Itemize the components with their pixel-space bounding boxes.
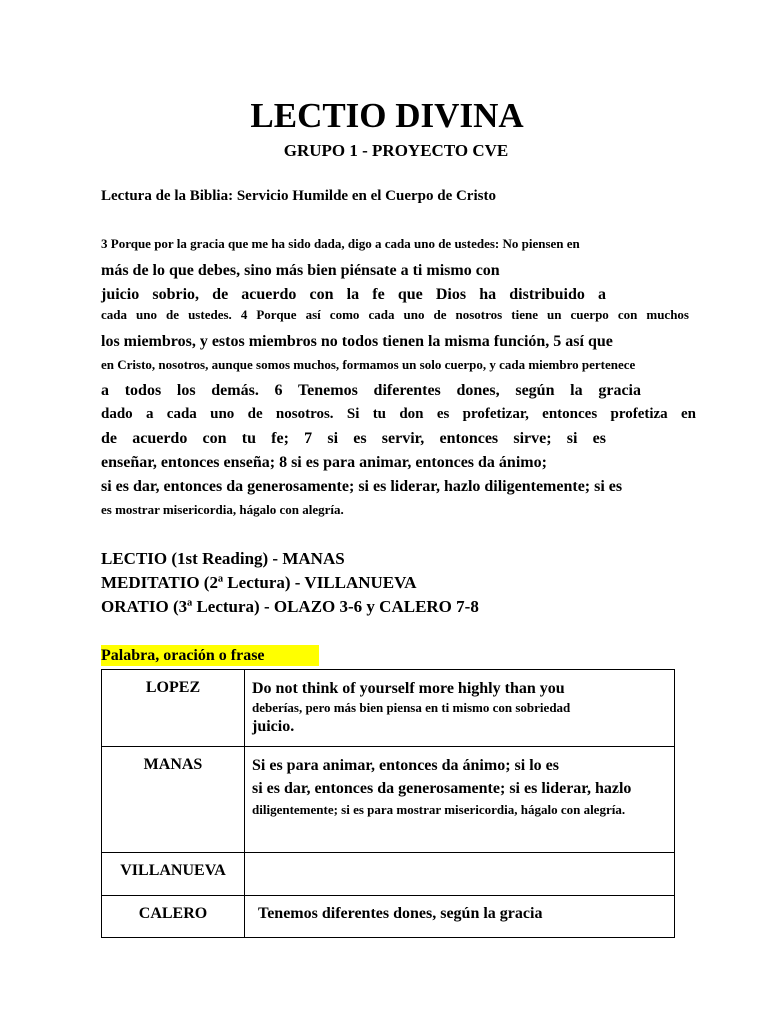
responses-table bbox=[101, 669, 675, 938]
row-text-cell bbox=[245, 896, 675, 938]
reading-line: es mostrar misericordia, hágalo con alegría. bbox=[101, 502, 344, 517]
reading-title: Lectura de la Biblia: Servicio Humilde en el Cuerpo de Cristo bbox=[101, 188, 496, 204]
row-name-cell: CALERO bbox=[102, 896, 245, 938]
table-row bbox=[102, 896, 675, 938]
reading-line: si es dar, entonces da generosamente; si es liderar, hazlo diligentemente; si es bbox=[101, 478, 623, 495]
cell-line: deberías, pero más bien piensa en ti mismo con sobriedad bbox=[252, 700, 571, 715]
table-row bbox=[102, 747, 675, 853]
cell-line: Do not think of yourself more highly than you bbox=[252, 680, 565, 697]
row-name-cell: LOPEZ bbox=[102, 670, 245, 747]
table-row bbox=[102, 670, 675, 747]
document-title: LECTIO DIVINA bbox=[250, 96, 524, 135]
row-text-cell bbox=[245, 670, 675, 747]
cell-line: diligentemente; si es para mostrar misericordia, hágalo con alegría. bbox=[252, 802, 626, 817]
reading-line: dado a cada uno de nosotros. Si tu don es profetizar, entonces profetiza en bbox=[101, 406, 696, 422]
row-name-cell: MANAS bbox=[102, 747, 245, 853]
row-text-cell bbox=[245, 747, 675, 853]
reading-line: a todos los demás. 6 Tenemos diferentes dones, según la gracia bbox=[101, 382, 641, 399]
assignment-meditatio: MEDITATIO (2ª Lectura) - VILLANUEVA bbox=[101, 573, 417, 592]
reading-line: 3 Porque por la gracia que me ha sido dada, digo a cada uno de ustedes: No piensen en bbox=[101, 236, 580, 251]
reading-line: los miembros, y estos miembros no todos tienen la misma función, 5 así que bbox=[101, 333, 613, 350]
section-label-highlighted: Palabra, oración o frase bbox=[101, 645, 319, 666]
table-row bbox=[102, 853, 675, 896]
reading-line: en Cristo, nosotros, aunque somos muchos, formamos un solo cuerpo, y cada miembro pertenece bbox=[101, 357, 636, 372]
row-text-cell bbox=[245, 853, 675, 896]
reading-line: juicio sobrio, de acuerdo con la fe que Dios ha distribuido a bbox=[101, 286, 606, 303]
assignment-oratio: ORATIO (3ª Lectura) - OLAZO 3-6 y CALERO 7-8 bbox=[101, 597, 479, 616]
cell-line: Si es para animar, entonces da ánimo; si lo es bbox=[252, 757, 559, 774]
cell-line: si es dar, entonces da generosamente; si es liderar, hazlo bbox=[252, 780, 632, 797]
reading-line: enseñar, entonces enseña; 8 si es para animar, entonces da ánimo; bbox=[101, 454, 547, 471]
cell-line: Tenemos diferentes dones, según la gracia bbox=[258, 905, 543, 922]
document-subtitle: GRUPO 1 - PROYECTO CVE bbox=[283, 141, 509, 160]
reading-line: de acuerdo con tu fe; 7 si es servir, entonces sirve; si es bbox=[101, 430, 606, 447]
assignment-lectio: LECTIO (1st Reading) - MANAS bbox=[101, 549, 345, 568]
reading-line: más de lo que debes, sino más bien piénsate a ti mismo con bbox=[101, 262, 500, 279]
row-name-cell: VILLANUEVA bbox=[102, 853, 245, 896]
cell-line: juicio. bbox=[252, 718, 295, 735]
reading-line: cada uno de ustedes. 4 Porque así como cada uno de nosotros tiene un cuerpo con muchos bbox=[101, 307, 689, 322]
